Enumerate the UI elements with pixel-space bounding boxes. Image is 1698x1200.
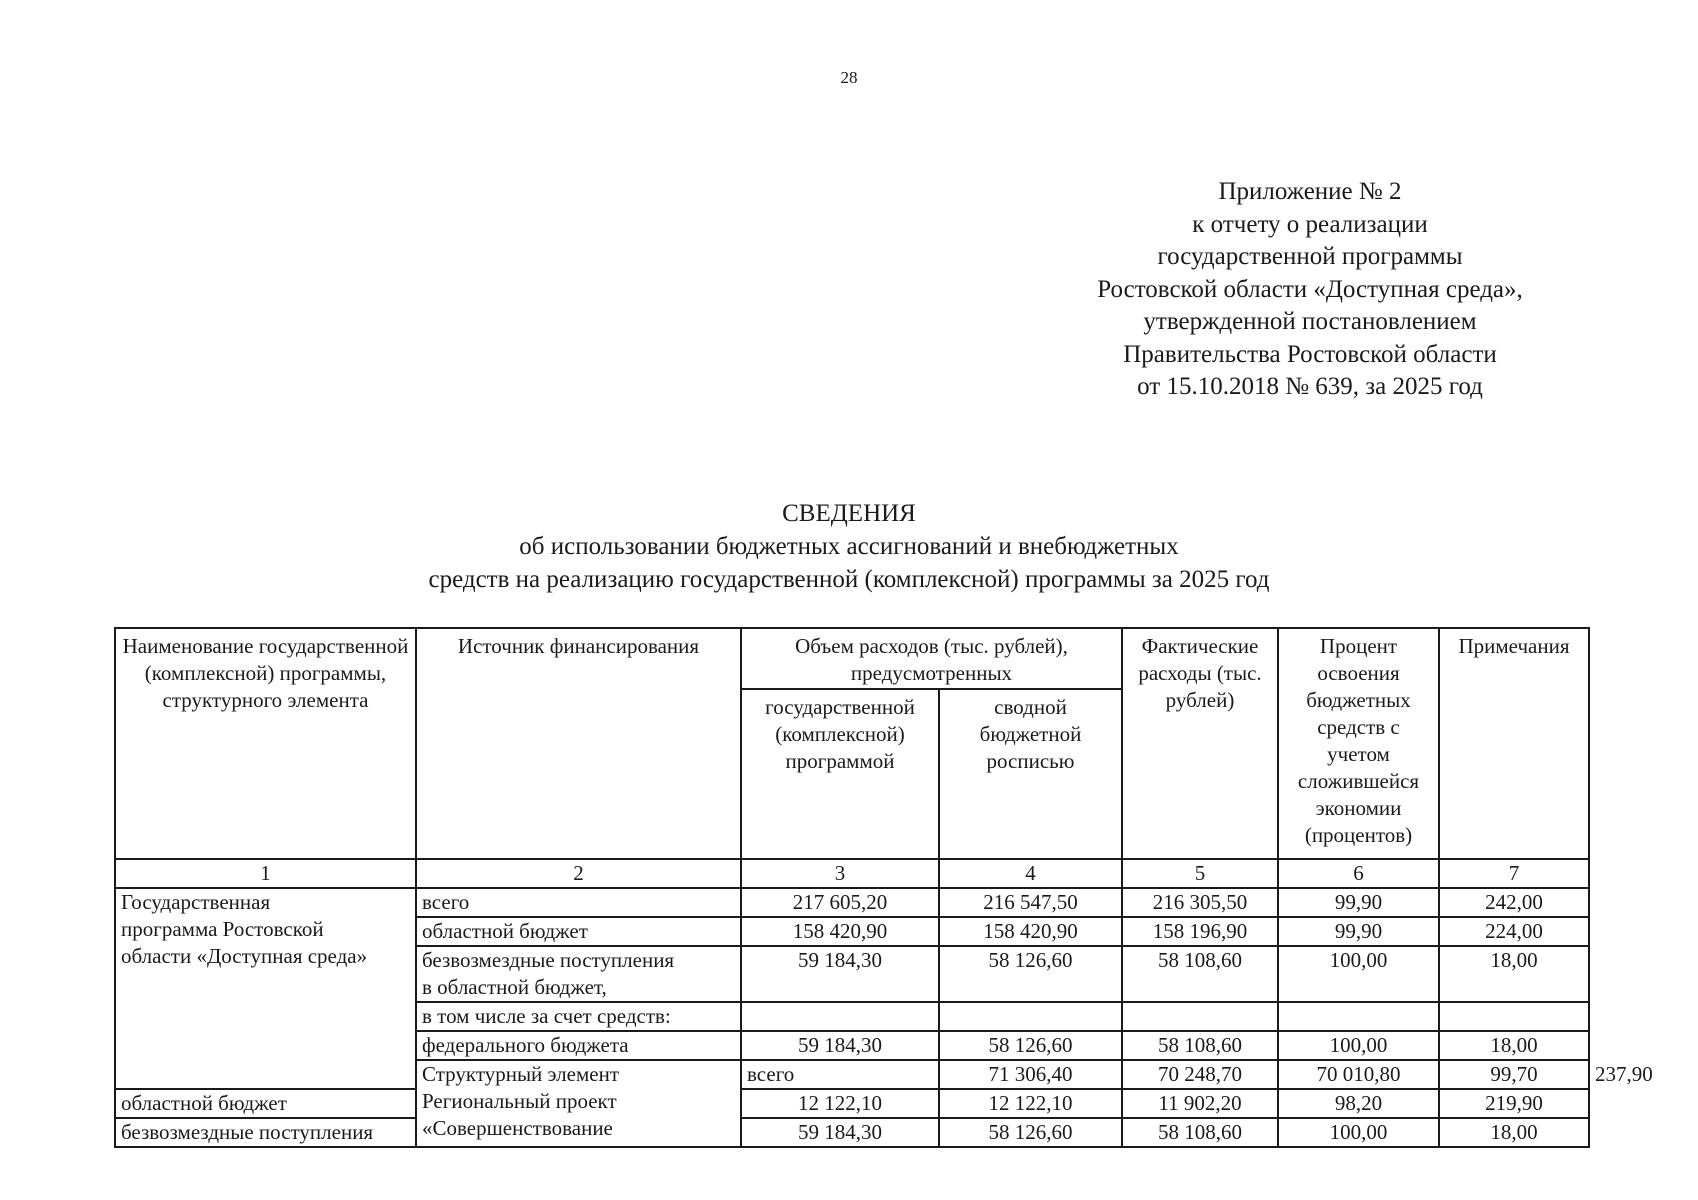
table-row: [115, 1089, 1589, 1118]
column-number: 7: [1439, 859, 1589, 888]
header-percent: Процент освоения бюджетных средств с учетом сложившейся экономии (процентов): [1278, 628, 1439, 859]
value-cell: [1122, 1002, 1278, 1031]
value-cell: [1439, 1002, 1589, 1031]
table-row: [115, 888, 1589, 917]
source-line: безвозмездные поступления: [422, 948, 675, 972]
value-cell: 18,00: [1439, 1118, 1589, 1147]
value-cell: 242,00: [1439, 888, 1589, 917]
page-number: 28: [840, 68, 858, 87]
source-cell: всего: [741, 1060, 939, 1089]
source-cell: в том числе за счет средств:: [416, 1002, 741, 1031]
value-cell: [939, 1002, 1122, 1031]
appendix-line: Правительства Ростовской области: [1123, 340, 1497, 368]
column-number: 5: [1122, 859, 1278, 888]
structural-element-name-cell: [416, 1060, 741, 1147]
value-cell: 12 122,10: [741, 1089, 939, 1118]
header-planned-group: Объем расходов (тыс. рублей), предусмотренных: [741, 628, 1122, 689]
program-name-line: Государственная: [121, 890, 271, 914]
program-name-line: программа Ростовской: [121, 917, 324, 941]
value-cell: 18,00: [1439, 1031, 1589, 1060]
value-cell: 99,90: [1278, 888, 1439, 917]
header-actual: Фактические расходы (тыс. рублей): [1122, 628, 1278, 859]
value-cell: 18,00: [1439, 946, 1589, 1002]
value-cell: 58 126,60: [939, 1118, 1122, 1147]
value-cell: 100,00: [1278, 1118, 1439, 1147]
value-cell: 100,00: [1278, 946, 1439, 1002]
budget-table: [114, 627, 1653, 1148]
value-cell: 59 184,30: [741, 946, 939, 1002]
source-cell: областной бюджет: [416, 917, 741, 946]
structural-element-name-line: «Совершенствование: [422, 1116, 613, 1140]
table-row: [115, 1118, 1589, 1147]
source-line: в областной бюджет,: [422, 975, 607, 999]
value-cell: 12 122,10: [939, 1089, 1122, 1118]
value-cell: 216 547,50: [939, 888, 1122, 917]
value-cell: 71 306,40: [939, 1060, 1122, 1089]
appendix-line: Приложение № 2: [1218, 178, 1402, 205]
source-cell: областной бюджет: [115, 1089, 416, 1118]
column-number: 3: [741, 859, 939, 888]
header-notes: Примечания: [1439, 628, 1589, 859]
column-number-row: [115, 859, 1589, 888]
program-name-cell: [115, 888, 416, 1089]
program-name-line: области «Доступная среда»: [121, 944, 368, 968]
value-cell: 59 184,30: [741, 1118, 939, 1147]
column-number: 1: [115, 859, 416, 888]
value-cell: 217 605,20: [741, 888, 939, 917]
value-cell: 59 184,30: [741, 1031, 939, 1060]
title-heading: СВЕДЕНИЯ: [782, 500, 916, 527]
value-cell: 58 108,60: [1122, 1031, 1278, 1060]
value-cell: 100,00: [1278, 1031, 1439, 1060]
column-number: 6: [1278, 859, 1439, 888]
source-cell: безвозмездные поступления: [115, 1118, 416, 1147]
appendix-line: утвержденной постановлением: [1143, 308, 1477, 335]
structural-element-name-line: Структурный элемент: [422, 1062, 620, 1086]
source-cell: всего: [416, 888, 741, 917]
value-cell: [741, 1002, 939, 1031]
value-cell: 158 420,90: [939, 917, 1122, 946]
value-cell: 99,90: [1278, 917, 1439, 946]
table-row: Структурный элемент Региональный проект «Совершенствование всего 71 306,40 70 248,70 70 010,80 99,70 237,90: [115, 1060, 1589, 1089]
appendix-line: к отчету о реализации: [1192, 210, 1428, 238]
title-subtitle-line: об использовании бюджетных ассигнований и внебюджетных: [519, 533, 1179, 560]
value-cell: 58 126,60: [939, 1031, 1122, 1060]
column-number: 2: [416, 859, 741, 888]
value-cell: [1278, 1002, 1439, 1031]
value-cell: 58 108,60: [1122, 946, 1278, 1002]
source-cell: федерального бюджета: [416, 1031, 741, 1060]
value-cell: 99,70: [1439, 1060, 1589, 1089]
appendix-note: [1080, 176, 1540, 404]
value-cell: 98,20: [1278, 1089, 1439, 1118]
value-cell: 158 420,90: [741, 917, 939, 946]
document-title: [0, 497, 1698, 596]
header-planned-budget: сводной бюджетной росписью: [939, 689, 1122, 859]
value-cell: 58 108,60: [1122, 1118, 1278, 1147]
header-name: Наименование государственной (комплексной) программы, структурного элемента: [115, 628, 416, 859]
value-cell: 216 305,50: [1122, 888, 1278, 917]
source-cell: [416, 946, 741, 1002]
value-cell: 224,00: [1439, 917, 1589, 946]
header-planned-program: государственной (комплексной) программой: [741, 689, 939, 859]
value-cell: 70 248,70: [1122, 1060, 1278, 1089]
header-source: Источник финансирования: [416, 628, 741, 859]
appendix-line: государственной программы: [1157, 243, 1463, 270]
value-cell: 70 010,80: [1278, 1060, 1439, 1089]
value-cell: 158 196,90: [1122, 917, 1278, 946]
title-subtitle-line: средств на реализацию государственной (комплексной) программы за 2025 год: [428, 566, 1270, 593]
column-number: 4: [939, 859, 1122, 888]
structural-element-name-line: Региональный проект: [422, 1089, 617, 1113]
value-cell: 58 126,60: [939, 946, 1122, 1002]
appendix-line: Ростовской области «Доступная среда»,: [1097, 275, 1523, 303]
appendix-line: от 15.10.2018 № 639, за 2025 год: [1137, 373, 1483, 400]
value-cell: 219,90: [1439, 1089, 1589, 1118]
value-cell: 11 902,20: [1122, 1089, 1278, 1118]
